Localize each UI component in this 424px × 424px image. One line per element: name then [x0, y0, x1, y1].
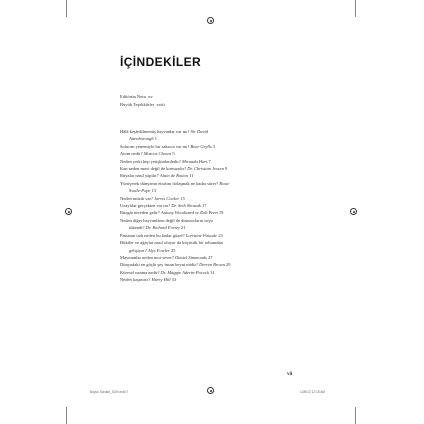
front-matter-label: Editörün Notu [120, 94, 146, 99]
toc-question-continued: tükendi? [129, 225, 145, 231]
toc-author-continued: Swale-Pope [129, 188, 151, 194]
toc-page-number: 27 [207, 254, 213, 260]
toc-page-number: 31 [210, 269, 215, 275]
toc-page-number: 21 [180, 225, 186, 231]
toc-author: Marcus Chown [143, 151, 172, 157]
toc-question: Pastanın tadı neden bu kadar güzel? [120, 232, 185, 238]
toc-entry [120, 195, 300, 202]
registration-mark-left [65, 208, 72, 215]
toc-question: Yürüyerek dünyanın etrafını dolaşmak ne kadar sürer? [120, 180, 219, 186]
toc-question: Solucan yenemiyle bir saksıca var mı? [120, 143, 190, 149]
toc-page-number: 11 [189, 173, 194, 179]
slug-filename: Buyuk Sorular_SON.indd 7 [90, 390, 129, 394]
toc-page-number: 9 [225, 166, 228, 172]
toc-entry [120, 128, 300, 143]
registration-mark-right [350, 208, 357, 215]
toc-question: Rüzgâr nereden gelir? [120, 210, 160, 216]
toc-author: Antony Woodward ve Rob Penn [160, 210, 218, 216]
toc-page-number: 5 [172, 151, 175, 157]
toc-page-number: 15 [180, 195, 185, 201]
toc-page-number: 25 [170, 247, 176, 253]
toc-author: Lorraine Pascale [185, 232, 218, 238]
toc-author-continued: Attenborough [129, 136, 154, 142]
toc-entry [120, 254, 300, 261]
toc-page-number: 33 [171, 277, 177, 283]
toc-author: Jarvis Cocker [154, 195, 180, 201]
toc-entry [120, 269, 300, 276]
toc-title: İÇİNDEKİLER [120, 55, 202, 69]
toc-entry [120, 239, 300, 254]
toc-page-number: 1 [154, 136, 157, 142]
toc-question: Atom nedir? [120, 151, 143, 157]
toc-entry [120, 232, 300, 239]
toc-entry [120, 261, 300, 268]
toc-author: Sir David [190, 129, 208, 134]
toc-page-number: 29 [226, 262, 231, 268]
page-number: vii [287, 372, 293, 377]
toc-entry [120, 209, 300, 216]
toc-question: Neden diğer hayvanların değil de dinozorların soyu [120, 217, 213, 223]
toc-entry [120, 217, 300, 232]
crop-mark [355, 407, 356, 424]
toc-question: Neden kaşınırız? [120, 277, 151, 283]
crop-mark [355, 0, 356, 17]
front-matter-item [120, 101, 165, 109]
front-matter-item [120, 93, 165, 101]
front-matter-label: Büyük Teşekkürler [120, 102, 155, 108]
toc-page-number: 7 [208, 158, 211, 164]
toc-page-number: 13 [151, 188, 157, 194]
toc-author: Dr. Seth Shostak [171, 203, 201, 209]
toc-page-number: 3 [212, 143, 215, 149]
table-of-contents [120, 128, 300, 284]
toc-author: Alain de Botton [159, 173, 189, 179]
toc-author: Harry Hill [151, 277, 171, 283]
toc-author: Dr. Richard Fortey [145, 225, 180, 231]
toc-page-number: 23 [218, 232, 223, 238]
front-matter-list [120, 93, 165, 110]
toc-entry [120, 172, 300, 179]
toc-question: Kan neden mavi değil de kırmızıdır? [120, 166, 187, 172]
toc-question: Bitkiler ve ağaçlar nasıl oluyor da küçücük bir tohumdan [120, 240, 223, 246]
toc-author: Miranda Hart [181, 158, 208, 164]
toc-question: Maymunlar neden mor sever? [120, 254, 174, 260]
front-matter-page: xv [148, 94, 153, 99]
registration-mark-top [207, 17, 214, 24]
toc-question: Uzaylılar gerçekten var mı? [120, 203, 171, 209]
toc-author: Bear Grylls [190, 143, 212, 149]
toc-question: Neden yetki hep yetişkinlerdedir? [120, 158, 181, 164]
toc-entry [120, 143, 300, 150]
toc-question: Küresel ısınma nedir? [120, 269, 160, 275]
crop-mark [66, 407, 67, 424]
slug-timestamp: 12/8/12 12:18 AM [300, 390, 325, 394]
toc-page-number: 17 [201, 203, 207, 209]
toc-question-continued: gelişiyor? [129, 247, 147, 253]
toc-author: Daniel Simmonds [174, 254, 207, 260]
toc-question: Dünyadaki en güçlü şey insan beyni midir? [120, 262, 198, 268]
toc-author: Rosie [219, 180, 230, 186]
toc-page-number: 19 [218, 210, 224, 216]
toc-entry [120, 150, 300, 157]
toc-entry [120, 180, 300, 195]
toc-entry [120, 165, 300, 172]
toc-question: Hâlâ keşfedilmemiş hayvanlar var mı? [120, 129, 190, 134]
toc-entry [120, 202, 300, 209]
toc-author: Dr. Christian Jessen [187, 166, 224, 172]
toc-entry [120, 158, 300, 165]
toc-author: Derren Brown [199, 262, 225, 268]
toc-author: Alys Fowler [147, 247, 170, 253]
toc-author: Dr. Maggie Aderin-Pocock [160, 269, 210, 275]
toc-question: Rüyalar nasıl yapılır? [120, 173, 159, 179]
toc-entry [120, 276, 300, 283]
registration-mark-bottom [207, 387, 214, 394]
toc-question: Neden müzik var? [120, 195, 153, 201]
front-matter-page: xviii [156, 102, 165, 108]
crop-mark [66, 0, 67, 17]
